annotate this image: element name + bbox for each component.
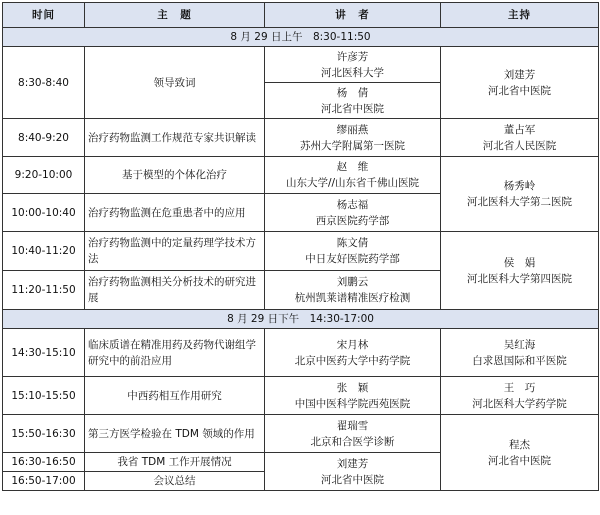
speaker-name: 翟瑞雪 [336,419,369,432]
host-cell [441,377,599,415]
row-topic: 临床质谱在精准用药及药物代谢组学研究中的前沿应用 [85,329,265,377]
host-org: 河北医科大学第四医院 [467,272,572,285]
row-topic: 第三方医学检验在 TDM 领域的作用 [85,415,265,453]
row-time: 10:00-10:40 [3,194,85,232]
row-time: 14:30-15:10 [3,329,85,377]
speaker-cell [265,377,441,415]
session-afternoon-row [3,310,599,329]
speaker-org: 河北医科大学 [321,66,384,79]
speaker-cell [265,47,441,83]
speaker-name: 杨志福 [336,198,369,211]
host-name: 吴红海 [503,338,536,351]
row-topic: 我省 TDM 工作开展情况 [85,453,265,472]
row-topic: 治疗药物监测工作规范专家共识解读 [85,119,265,157]
row-time: 9:20-10:00 [3,157,85,194]
speaker-org: 西京医院药学部 [315,214,390,227]
row-time: 11:20-11:50 [3,271,85,310]
header-topic: 主 题 [85,3,265,28]
speaker-name: 张 颖 [336,381,369,394]
row-topic: 治疗药物监测在危重患者中的应用 [85,194,265,232]
speaker-cell [265,271,441,310]
table-row [3,329,599,377]
host-org: 河北医科大学药学院 [472,397,567,410]
host-cell [441,329,599,377]
session-morning-row [3,28,599,47]
schedule-table [2,2,599,491]
row-topic: 中西药相互作用研究 [85,377,265,415]
row-time: 8:40-9:20 [3,119,85,157]
speaker-cell [265,157,441,194]
row-time: 8:30-8:40 [3,47,85,119]
table-row [3,377,599,415]
table-row [3,47,599,83]
host-org: 河北省人民医院 [482,139,557,152]
row-time: 10:40-11:20 [3,232,85,271]
speaker-cell [265,119,441,157]
speaker-org: 河北省中医院 [321,102,384,115]
session-morning-label: 8 月 29 日上午 8:30-11:50 [3,28,599,47]
speaker-name: 赵 维 [336,161,369,173]
table-row [3,232,599,271]
host-cell [441,47,599,119]
host-org: 河北医科大学第二医院 [467,196,572,208]
speaker-cell [265,232,441,271]
table-row [3,119,599,157]
host-cell [441,157,599,232]
host-name: 刘建芳 [503,68,536,81]
host-name: 董占军 [503,123,536,136]
host-name: 侯 娟 [503,256,536,269]
speaker-org: 苏州大学附属第一医院 [300,139,405,152]
speaker-name: 宋月林 [336,338,369,351]
speaker-name: 许彦芳 [336,50,369,63]
row-topic: 治疗药物监测相关分析技术的研究进展 [85,271,265,310]
speaker-name: 刘鹏云 [336,276,369,288]
session-afternoon-label: 8 月 29 日下午 14:30-17:00 [3,310,599,329]
speaker-cell [265,194,441,232]
host-name: 程杰 [509,438,530,451]
header-speaker: 讲 者 [265,3,441,28]
host-cell [441,232,599,310]
row-time: 16:30-16:50 [3,453,85,472]
speaker-cell [265,83,441,119]
speaker-name: 杨 倩 [336,86,369,99]
header-host: 主持 [441,3,599,28]
host-name: 杨秀岭 [503,180,536,192]
row-topic: 治疗药物监测中的定量药理学技术方法 [85,232,265,271]
host-org: 白求恩国际和平医院 [472,354,567,367]
host-cell [441,119,599,157]
speaker-cell [265,329,441,377]
speaker-org: 中国中医科学院西苑医院 [294,397,411,410]
speaker-org: 山东大学//山东省千佛山医院 [285,177,420,189]
row-time: 15:10-15:50 [3,377,85,415]
row-topic: 基于模型的个体化治疗 [85,157,265,194]
speaker-cell [265,415,441,453]
speaker-name: 缪丽燕 [336,123,369,136]
speaker-org: 中日友好医院药学部 [305,253,400,265]
host-cell [441,415,599,491]
speaker-org: 杭州凯莱谱精准医疗检测 [294,292,411,304]
row-topic: 领导致词 [85,47,265,119]
speaker-name: 刘建芳 [336,457,369,470]
table-row [3,415,599,453]
table-row [3,157,599,194]
row-time: 16:50-17:00 [3,472,85,491]
speaker-org: 北京中医药大学中药学院 [294,354,411,367]
speaker-org: 北京和合医学诊断 [310,435,395,448]
host-org: 河北省中医院 [488,84,551,97]
header-time: 时间 [3,3,85,28]
host-org: 河北省中医院 [488,454,551,467]
header-row [3,3,599,28]
row-topic: 会议总结 [85,472,265,491]
speaker-cell [265,453,441,491]
row-time: 15:50-16:30 [3,415,85,453]
host-name: 王 巧 [503,381,536,394]
speaker-name: 陈文倩 [336,237,369,249]
speaker-org: 河北省中医院 [321,473,384,486]
